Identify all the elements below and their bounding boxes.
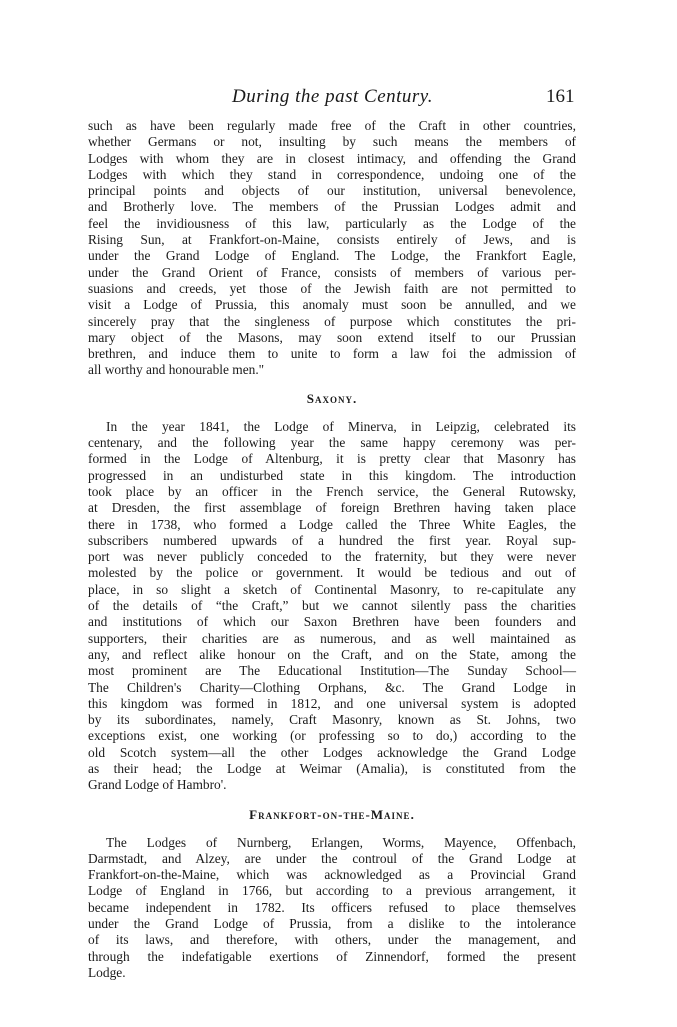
text-line: centenary, and the following year the same happy ceremony was per- (88, 435, 576, 451)
text-line: molested by the police or government. It would be tedious and out of (88, 565, 576, 581)
text-line: under the Grand Lodge of England. The Lodge, the Frankfort Eagle, (88, 248, 576, 264)
text-line: became independent in 1782. Its officers refused to place themselves (88, 899, 576, 915)
text-line: of the details of “the Craft,” but we cannot silently pass the charities (88, 598, 576, 614)
section-heading-frankfort: Frankfort-on-the-Maine. (249, 806, 415, 822)
text-line: visit a Lodge of Prussia, this anomaly must soon be annulled, and we (88, 297, 576, 313)
text-line: subscribers numbered upwards of a hundred the first year. Royal sup- (88, 532, 576, 548)
text-line: Lodges with which they stand in correspondence, undoing one of the (88, 166, 576, 182)
text-line: In the year 1841, the Lodge of Minerva, in Leipzig, celebrated its (106, 418, 576, 434)
continuation-paragraph (88, 118, 576, 379)
text-line: took place by an officer in the French service, the General Rutowsky, (88, 483, 576, 499)
text-line: formed in the Lodge of Altenburg, it is pretty clear that Masonry has (88, 451, 576, 467)
text-line: port was never publicly conceded to the fraternity, but they were never (88, 549, 576, 565)
text-line: such as have been regularly made free of the Craft in other countries, (88, 118, 576, 133)
text-line: most prominent are The Educational Institution—The Sunday School— (88, 663, 576, 679)
text-line: The Lodges of Nurnberg, Erlangen, Worms, Mayence, Offenbach, (106, 834, 576, 850)
text-line: and institutions of which our Saxon Brethren have been founders and (88, 614, 576, 630)
text-line: Darmstadt, and Alzey, are under the controul of the Grand Lodge at (88, 850, 576, 866)
text-line: Frankfort-on-the-Maine, which was acknowledged as a Provincial Grand (88, 867, 576, 883)
frankfort-paragraph (88, 835, 576, 982)
running-head: During the past Century. (232, 86, 433, 107)
text-line: Lodge of England in 1766, but according to a previous arrangement, it (88, 883, 576, 899)
text-line: through the indefatigable exertions of Zinnendorf, formed the present (88, 948, 576, 964)
text-line: exceptions exist, one working (or professing so to do,) according to the (88, 728, 576, 744)
text-line: at Dresden, the first assemblage of foreign Brethren having taken place (88, 500, 576, 516)
body-text (88, 118, 576, 981)
text-line: progressed in an undisturbed state in this kingdom. The introduction (88, 467, 576, 483)
text-line: by its subordinates, namely, Craft Masonry, known as St. Johns, two (88, 712, 576, 728)
text-line: whether Germans or not, insulting by such means the members of (88, 134, 576, 150)
text-line: all worthy and honourable men." (88, 362, 265, 378)
text-line: Grand Lodge of Hambro'. (88, 777, 227, 793)
text-line: place, in so slight a sketch of Continental Masonry, to re-capitulate any (88, 581, 576, 597)
text-line: feel the invidiousness of this law, particularly as the Lodge of the (88, 215, 576, 231)
page-number: 161 (546, 86, 575, 107)
text-line: and Brotherly love. The members of the Prussian Lodges admit and (88, 199, 576, 215)
text-line: this kingdom was formed in 1812, and one universal system is adopted (88, 695, 576, 711)
text-line: sincerely pray that the singleness of purpose which constitutes the pri- (88, 313, 576, 329)
text-line: under the Grand Lodge of Prussia, from a dislike to the intolerance (88, 916, 576, 932)
text-line: Lodge. (88, 964, 126, 980)
text-line: brethren, and induce them to unite to form a law foi the admission of (88, 346, 576, 362)
text-line: supporters, their charities are as numerous, and as well maintained as (88, 630, 576, 646)
text-line: old Scotch system—all the other Lodges acknowledge the Grand Lodge (88, 744, 576, 760)
text-line: as their head; the Lodge at Weimar (Amalia), is constituted from the (88, 760, 576, 776)
text-line: The Children's Charity—Clothing Orphans, &c. The Grand Lodge in (88, 679, 576, 695)
text-line: mary object of the Masons, may soon extend itself to our Prussian (88, 329, 576, 345)
text-line: there in 1738, who formed a Lodge called the Three White Eagles, the (88, 516, 576, 532)
section-heading-saxony: Saxony. (306, 390, 358, 406)
text-line: under the Grand Orient of France, consists of members of various per- (88, 264, 576, 280)
saxony-paragraph (88, 419, 576, 794)
text-line: Lodges with whom they are in closest intimacy, and offending the Grand (88, 150, 576, 166)
text-line: suasions and creeds, yet those of the Jewish faith are not permitted to (88, 280, 576, 296)
text-line: any, and reflect alike honour on the Craft, and on the State, among the (88, 646, 576, 662)
text-line: of its laws, and therefore, with others, under the management, and (88, 932, 576, 948)
text-line: Rising Sun, at Frankfort-on-Maine, consists entirely of Jews, and is (88, 232, 576, 248)
text-line: principal points and objects of our institution, universal benevolence, (88, 183, 576, 199)
